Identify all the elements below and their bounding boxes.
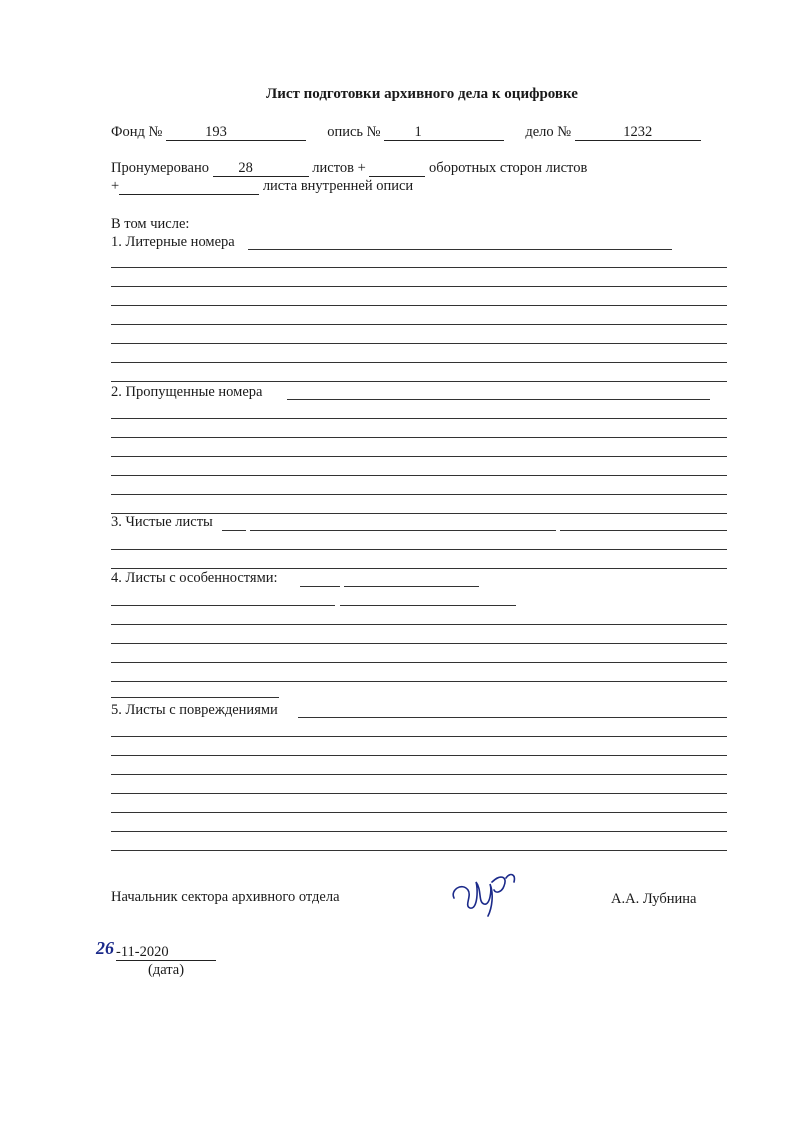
handwritten-signature <box>448 868 528 918</box>
ruled-line <box>111 362 727 363</box>
ruled-line <box>111 624 727 625</box>
fond-field <box>166 124 306 141</box>
section-5-rule <box>298 717 727 718</box>
date-line <box>116 944 216 961</box>
ruled-line <box>111 793 727 794</box>
delo-field <box>575 124 701 141</box>
ruled-line <box>111 437 727 438</box>
section-5-label: 5. Листы с повреждениями <box>111 702 278 718</box>
opis-label: опись № <box>327 124 381 140</box>
section-4-rule <box>340 605 516 606</box>
ruled-line <box>111 494 727 495</box>
v-tom-chisle: В том числе: <box>111 216 190 232</box>
section-4-rule <box>344 586 479 587</box>
ruled-line <box>111 643 727 644</box>
vnutr-field <box>119 178 259 195</box>
ruled-line <box>111 662 727 663</box>
date-field <box>116 944 216 961</box>
ruled-line <box>111 697 279 698</box>
section-1-label: 1. Литерные номера <box>111 234 235 250</box>
fond-label: Фонд № <box>111 124 163 140</box>
form-title: Лист подготовки архивного дела к оцифровке <box>266 86 578 102</box>
ruled-line <box>111 305 727 306</box>
ruled-line <box>111 681 727 682</box>
ruled-line <box>111 850 727 851</box>
ruled-line <box>111 812 727 813</box>
delo-value: 1232 <box>623 124 653 140</box>
fond-opis-delo-line <box>111 124 701 141</box>
ruled-line <box>111 286 727 287</box>
date-day-handwritten: 26 <box>96 938 114 958</box>
signatory-name: А.А. Лубнина <box>611 891 697 907</box>
pronumerovano-label: Пронумеровано <box>111 160 210 176</box>
section-3-rule <box>250 530 556 531</box>
ruled-line <box>111 831 727 832</box>
date-value: -11-2020 <box>116 944 169 960</box>
opis-value: 1 <box>414 124 422 140</box>
oborot-label: оборотных сторон листов <box>429 160 588 176</box>
section-4-rule <box>111 605 335 606</box>
pronumerovano-field <box>213 160 309 177</box>
ruled-line <box>111 343 727 344</box>
ruled-line <box>111 475 727 476</box>
plus-sign: + <box>111 178 120 194</box>
oborot-field <box>369 160 425 177</box>
signatory-position: Начальник сектора архивного отдела <box>111 889 340 905</box>
ruled-line <box>111 549 727 550</box>
section-4-label: 4. Листы с особенностями: <box>111 570 278 586</box>
section-3-rule <box>560 530 727 531</box>
ruled-line <box>111 267 727 268</box>
ruled-line <box>111 736 727 737</box>
section-2-label: 2. Пропущенные номера <box>111 384 263 400</box>
section-1-rule <box>248 249 672 250</box>
vnutr-label: листа внутренней описи <box>262 178 414 194</box>
section-4-rule <box>300 586 340 587</box>
ruled-line <box>111 774 727 775</box>
date-caption: (дата) <box>148 962 185 978</box>
section-3-label: 3. Чистые листы <box>111 514 213 530</box>
fond-value: 193 <box>205 124 227 140</box>
section-3-rule <box>222 530 246 531</box>
ruled-line <box>111 381 727 382</box>
opis-field <box>384 124 504 141</box>
ruled-line <box>111 418 727 419</box>
ruled-line <box>111 324 727 325</box>
ruled-line <box>111 568 727 569</box>
ruled-line <box>111 755 727 756</box>
pronumerovano-line <box>111 160 587 177</box>
section-2-rule <box>287 399 710 400</box>
listov-label: листов + <box>312 160 366 176</box>
delo-label: дело № <box>525 124 572 140</box>
pronumerovano-value: 28 <box>238 160 253 176</box>
vnutr-line <box>111 178 413 195</box>
ruled-line <box>111 456 727 457</box>
